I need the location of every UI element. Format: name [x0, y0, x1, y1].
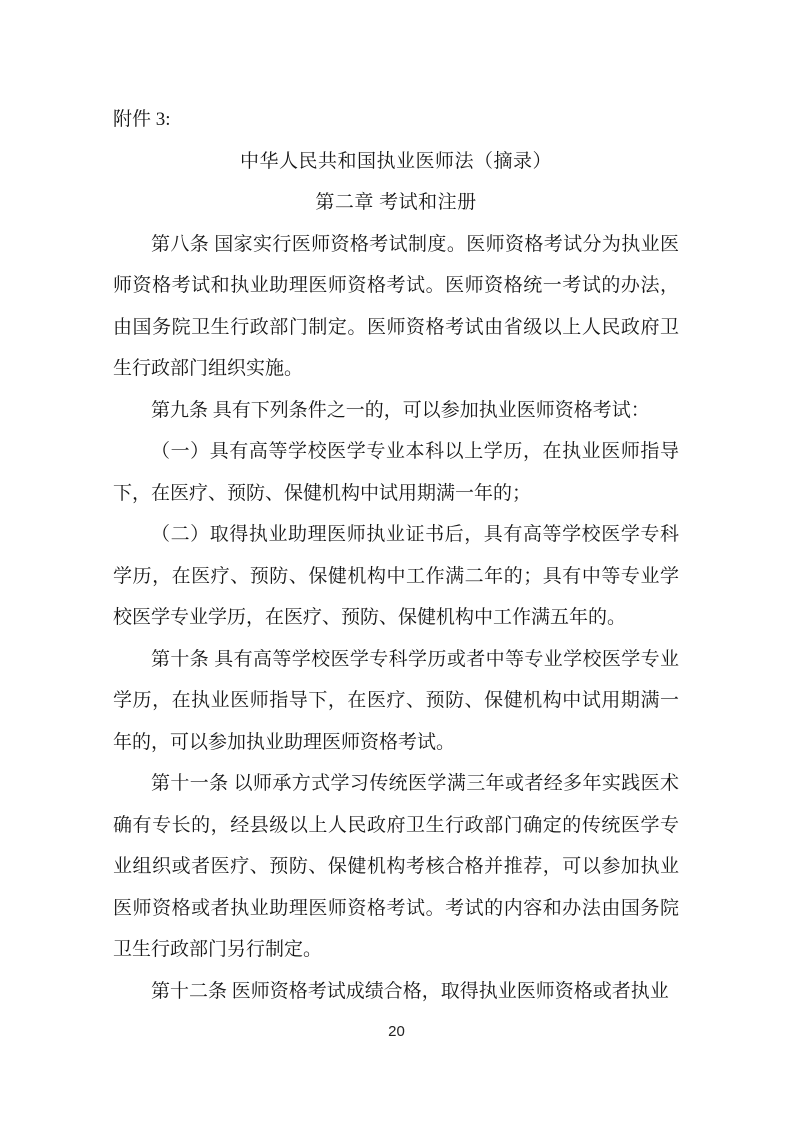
paragraph: （二）取得执业助理医师执业证书后，具有高等学校医学专科学历，在医疗、预防、保健机构中工作满二年的；具有中等专业学校医学专业学历，在医疗、预防、保健机构中工作满五年的。: [113, 524, 679, 628]
paragraph: 第九条 具有下列条件之一的，可以参加执业医师资格考试：: [151, 399, 650, 421]
document-content: [113, 0, 679, 1012]
document-body: [113, 224, 679, 1013]
paragraph: （一）具有高等学校医学专业本科以上学历，在执业医师指导下，在医疗、预防、保健机构中试用期满一年的；: [113, 441, 679, 504]
paragraph: 第十二条 医师资格考试成绩合格，取得执业医师资格或者执业: [151, 980, 669, 1002]
paragraph: 第十一条 以师承方式学习传统医学满三年或者经多年实践医术确有专长的，经县级以上人民政府卫生行政部门确定的传统医学专业组织或者医疗、预防、保健机构考核合格并推荐，可以参加执业医师资格或者执业助理医师资格考试。考试的内容和办法由国务院卫生行政部门另行制定。: [113, 773, 679, 960]
attachment-label: 附件 3:: [113, 109, 171, 130]
page-number: 20: [388, 1023, 405, 1040]
document-title: 中华人民共和国执业医师法（摘录）: [239, 150, 552, 172]
chapter-heading: 第二章 考试和注册: [315, 192, 477, 213]
paragraph: 第十条 具有高等学校医学专科学历或者中等专业学校医学专业学历，在执业医师指导下，在医疗、预防、保健机构中试用期满一年的，可以参加执业助理医师资格考试。: [113, 648, 679, 753]
paragraph: 第八条 国家实行医师资格考试制度。医师资格考试分为执业医师资格考试和执业助理医师资格考试。医师资格统一考试的办法，由国务院卫生行政部门制定。医师资格考试由省级以上人民政府卫生行政部门组织实施。: [113, 233, 679, 379]
